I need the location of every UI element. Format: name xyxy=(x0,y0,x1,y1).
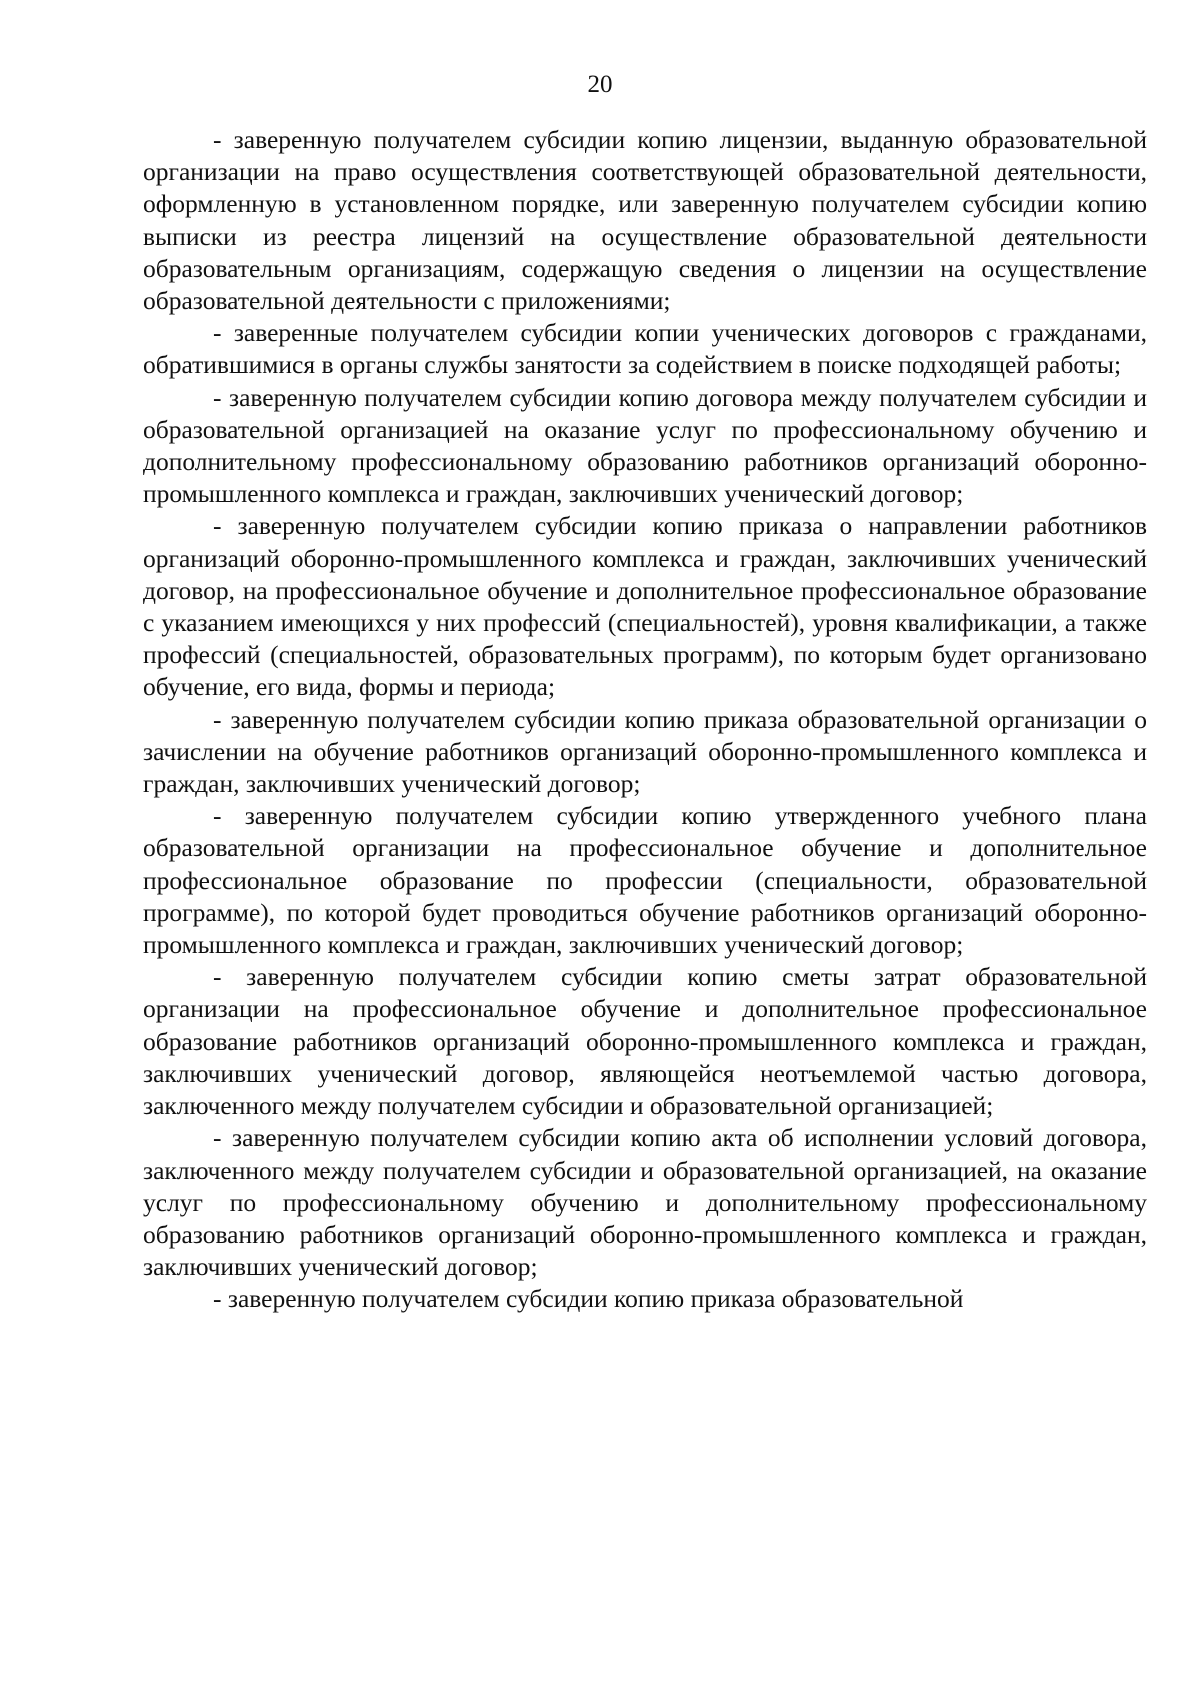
list-item-cost-estimate: - заверенную получателем субсидии копию сметы затрат образовательной организации на профессиональное обучение и дополнительное профессиональное образование работников организаций оборонно-промышленного комплекса и граждан, заключивших ученический договор, являющейся неотъемлемой частью договора, заключенного между получателем субсидии и образовательной организацией; xyxy=(143,962,1147,1121)
list-item-enrollment-order: - заверенную получателем субсидии копию приказа образовательной организации о зачислении на обучение работников организаций оборонно-промышленного комплекса и граждан, заключивших ученический договор; xyxy=(143,704,1147,799)
page-number: 20 xyxy=(587,71,613,98)
list-item-curriculum: - заверенную получателем субсидии копию утвержденного учебного плана образовательной организации на профессиональное обучение и дополнительное профессиональное образование по профессии (специальности, образовательной программе), по которой будет проводиться обучение работников организаций оборонно-промышленного комплекса и граждан, заключивших ученический договор; xyxy=(143,801,1147,960)
list-item-referral-order: - заверенную получателем субсидии копию приказа о направлении работников организаций оборонно-промышленного комплекса и граждан, заключивших ученический договор, на профессиональное обучение и дополнительное профессиональное образование с указанием имеющихся у них профессий (специальностей), уровня квалификации, а также профессий (специальностей, образовательных программ), по которым будет организовано обучение, его вида, формы и периода; xyxy=(143,511,1147,702)
list-item-license-copy: - заверенную получателем субсидии копию лицензии, выданную образовательной организации на право осуществления соответствующей образовательной деятельности, оформленную в установленном порядке, или заверенную получателем субсидии копию выписки из реестра лицензий на осуществление образовательной деятельности образовательным организациям, содержащую сведения о лицензии на осуществление образовательной деятельности с приложениями; xyxy=(143,125,1147,316)
list-item-apprenticeship-contracts: - заверенные получателем субсидии копии ученических договоров с гражданами, обратившимися в органы службы занятости за содействием в поиске подходящей работы; xyxy=(143,318,1147,380)
list-item-services-contract: - заверенную получателем субсидии копию договора между получателем субсидии и образовательной организацией на оказание услуг по профессиональному обучению и дополнительному профессиональному образованию работников организаций оборонно-промышленного комплекса и граждан, заключивших ученический договор; xyxy=(143,382,1147,509)
list-item-order-continued: - заверенную получателем субсидии копию приказа образовательной xyxy=(213,1284,964,1314)
list-item-completion-act: - заверенную получателем субсидии копию акта об исполнении условий договора, заключенного между получателем субсидии и образовательной организацией, на оказание услуг по профессиональному обучению и дополнительному профессиональному образованию работников организаций оборонно-промышленного комплекса и граждан, заключивших ученический договор; xyxy=(143,1123,1147,1282)
document-body xyxy=(143,124,1147,1316)
